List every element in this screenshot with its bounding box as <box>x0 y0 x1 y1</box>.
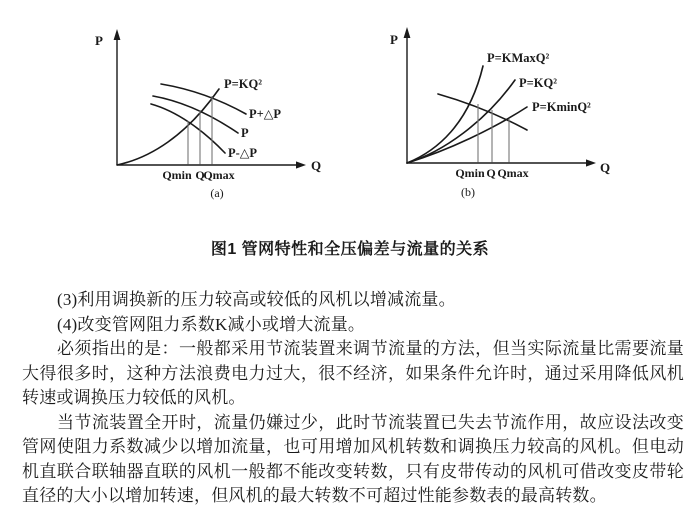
body-line-8: 机直联合联轴器直联的风机一般都不能改变转数，只有皮带传动的风机可借改变皮带轮 <box>22 461 684 481</box>
b-tick-q: Q <box>486 166 496 180</box>
body-line-3: 必须指出的是：一般都采用节流装置来调节流量的方法，但当实际流量比需要流量 <box>57 339 684 358</box>
b-network-curve-kmax <box>407 66 483 163</box>
body-line-7: 管网使阻力系数减少以增加流量，也可用增加风机转数和调换压力较高的风机。但电动 <box>22 437 684 456</box>
b-fan-curve <box>438 94 527 130</box>
a-tick-q: Q <box>195 168 205 182</box>
b-kmin-label: P=KminQ² <box>532 100 591 114</box>
body-text <box>22 288 684 509</box>
a-network-curve <box>117 89 219 165</box>
b-tick-qmax: Qmax <box>497 166 529 180</box>
a-tick-qmax: Qmax <box>203 168 235 182</box>
a-tick-qmin: Qmin <box>162 168 192 182</box>
a-fan-plus-label: P+△P <box>249 107 282 121</box>
b-q-axis-label: Q <box>600 160 611 175</box>
a-panel-label: (a) <box>210 186 224 200</box>
b-p-axis-arrow-icon <box>404 27 411 38</box>
b-tick-qmin: Qmin <box>455 166 485 180</box>
body-line-1: (3)利用调换新的压力较高或较低的风机以增减流量。 <box>57 290 456 309</box>
body-line-2: (4)改变管网阻力系数K减小或增大流量。 <box>57 314 366 334</box>
panel-a <box>95 29 321 200</box>
body-line-4: 大得很多时，这种方法浪费电力过大，很不经济，如果条件允许时，通过采用降低风机 <box>22 363 684 383</box>
panel-b <box>390 27 610 199</box>
b-q-axis-arrow-icon <box>586 159 596 166</box>
body-line-5: 转速或调换压力较低的风机。 <box>22 388 246 407</box>
a-q-axis-label: Q <box>311 158 322 173</box>
b-kmax-label: P=KMaxQ² <box>487 51 550 65</box>
a-q-axis-arrow-icon <box>296 161 306 168</box>
a-network-curve-label: P=KQ² <box>224 77 262 91</box>
b-network-curve-k <box>407 80 515 163</box>
a-fan-mid-label: P <box>241 126 249 140</box>
b-panel-label: (b) <box>461 185 475 199</box>
body-line-6: 当节流装置全开时，流量仍嫌过少，此时节流装置已失去节流作用，故应设法改变 <box>57 412 684 432</box>
figure-caption: 图1 管网特性和全压偏差与流量的关系 <box>210 241 490 258</box>
b-p-axis-label: P <box>390 32 398 47</box>
figure-1-diagrams <box>0 0 700 215</box>
a-p-axis-arrow-icon <box>114 29 121 40</box>
a-p-axis-label: P <box>95 33 103 48</box>
body-line-9: 直径的大小以增加转速，但风机的最大转数不可超过性能参数表的最高转数。 <box>22 486 607 505</box>
b-k-label: P=KQ² <box>519 76 557 90</box>
a-fan-minus-label: P-△P <box>228 146 258 160</box>
